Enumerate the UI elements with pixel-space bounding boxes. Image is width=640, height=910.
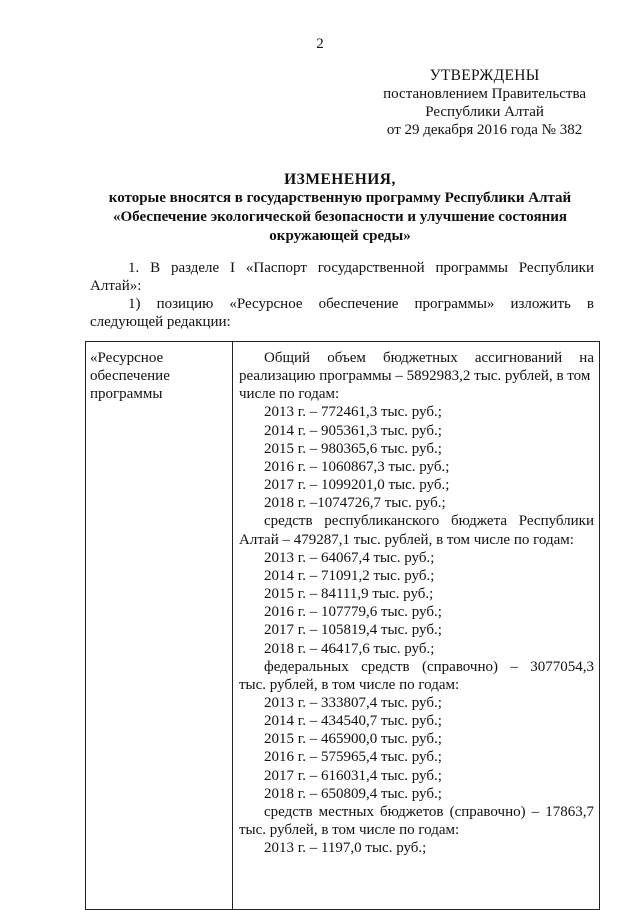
paragraph-1 bbox=[90, 259, 594, 295]
label-line: «Ресурсное bbox=[90, 350, 164, 366]
total-year-line: 2018 г. –1074726,7 тыс. руб.; bbox=[264, 495, 446, 512]
approval-heading: УТВЕРЖДЕНЫ bbox=[429, 67, 540, 84]
total-intro: Общий объем бюджетных ассигнований на bbox=[264, 350, 594, 366]
resource-table bbox=[85, 341, 600, 910]
total-year-line: 2014 г. – 905361,3 тыс. руб.; bbox=[264, 422, 442, 439]
federal-year-line: 2018 г. – 650809,4 тыс. руб.; bbox=[264, 785, 442, 802]
federal-year-line: 2016 г. – 575965,4 тыс. руб.; bbox=[264, 749, 442, 766]
total-intro: реализацию программы – 5892983,2 тыс. рублей, в том bbox=[239, 368, 591, 385]
local-year-line: 2013 г. – 1197,0 тыс. руб.; bbox=[264, 840, 427, 857]
approval-date: от 29 декабря 2016 года № 382 bbox=[386, 122, 583, 138]
federal-year-line: 2015 г. – 465900,0 тыс. руб.; bbox=[264, 731, 442, 748]
title-line: окружающей среды» bbox=[269, 228, 411, 244]
total-year-line: 2015 г. – 980365,6 тыс. руб.; bbox=[264, 440, 442, 457]
total-year-line: 2017 г. – 1099201,0 тыс. руб.; bbox=[264, 477, 450, 494]
paragraph-line: Алтай»: bbox=[90, 278, 142, 294]
table-row bbox=[86, 342, 600, 910]
total-intro: числе по годам: bbox=[239, 386, 340, 403]
document-title bbox=[90, 170, 590, 246]
total-year-line: 2016 г. – 1060867,3 тыс. руб.; bbox=[264, 458, 450, 475]
republic-year-line: 2018 г. – 46417,6 тыс. руб.; bbox=[264, 640, 435, 657]
republic-intro: Алтай – 479287,1 тыс. рублей, в том числе по годам: bbox=[239, 531, 574, 548]
republic-intro: средств республиканского бюджета Республики bbox=[264, 513, 594, 530]
resource-label-cell bbox=[86, 342, 233, 910]
title-line: «Обеспечение экологической безопасности и улучшение состояния bbox=[113, 209, 567, 225]
total-year-line: 2013 г. – 772461,3 тыс. руб.; bbox=[264, 404, 442, 421]
republic-year-line: 2014 г. – 71091,2 тыс. руб.; bbox=[264, 567, 435, 584]
federal-intro: тыс. рублей, в том числе по годам: bbox=[239, 676, 460, 693]
paragraph-line: следующей редакции: bbox=[90, 314, 231, 330]
republic-year-line: 2016 г. – 107779,6 тыс. руб.; bbox=[264, 604, 442, 621]
label-line: программы bbox=[90, 386, 163, 403]
page-number: 2 bbox=[316, 36, 324, 52]
title-heading: ИЗМЕНЕНИЯ, bbox=[284, 171, 396, 188]
paragraph-line: 1. В разделе I «Паспорт государственной программы Республики bbox=[128, 260, 594, 276]
approval-line: Республики Алтай bbox=[425, 104, 544, 120]
federal-year-line: 2013 г. – 333807,4 тыс. руб.; bbox=[264, 694, 442, 711]
republic-year-line: 2017 г. – 105819,4 тыс. руб.; bbox=[264, 622, 442, 639]
federal-year-line: 2017 г. – 616031,4 тыс. руб.; bbox=[264, 767, 442, 784]
label-line: обеспечение bbox=[90, 368, 170, 385]
paragraph-line: 1) позицию «Ресурсное обеспечение программы» изложить в bbox=[128, 296, 594, 312]
approval-stamp bbox=[383, 67, 586, 139]
federal-year-line: 2014 г. – 434540,7 тыс. руб.; bbox=[264, 713, 442, 730]
approval-line: постановлением Правительства bbox=[383, 86, 586, 102]
resource-content-cell bbox=[233, 342, 600, 910]
federal-intro: федеральных средств (справочно) – 3077054,3 bbox=[264, 658, 594, 675]
republic-year-line: 2013 г. – 64067,4 тыс. руб.; bbox=[264, 549, 435, 566]
paragraph-2 bbox=[90, 295, 594, 331]
local-intro: средств местных бюджетов (справочно) – 17863,7 bbox=[264, 803, 594, 820]
republic-year-line: 2015 г. – 84111,9 тыс. руб.; bbox=[264, 586, 434, 603]
title-line: которые вносятся в государственную программу Республики Алтай bbox=[108, 190, 572, 206]
local-intro: тыс. рублей, в том числе по годам: bbox=[239, 822, 460, 839]
